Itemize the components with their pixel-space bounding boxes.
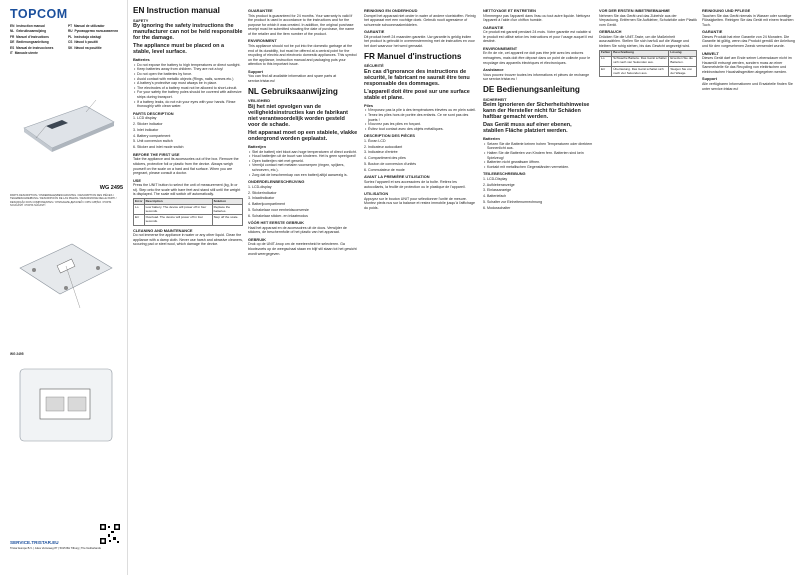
language-item: FR Manuel d'instructions [10, 34, 49, 39]
paragraph: Sortez l'appareil et ses accessoires de la boîte. Retirez les autocollants, la feuille de protection ou le plastique de l'appareil. [364, 179, 466, 189]
section-heading: Piles [364, 102, 374, 108]
language-item: RU Руководство пользователя [68, 29, 118, 34]
list-item: • The electrodes of a battery must not be allowed to short-circuit. [137, 86, 243, 91]
section-heading: GEBRUIK [248, 236, 266, 242]
parts-item: 5. Unit conversion switch [133, 139, 173, 144]
parts-item: 2. Sticker indicator [133, 122, 163, 127]
parts-item: 3. Einlassanzeige [483, 188, 512, 193]
parts-item: 3. Inlet indicator [133, 127, 159, 132]
section-heading: BEFORE THE FIRST USE [133, 151, 180, 157]
section-heading: VEILIGHEID [248, 98, 271, 104]
safety-warning: L'appareil doit être posé sur une surface stable et plane. [364, 88, 470, 101]
list-item: • Évitez tout contact avec des objets métalliques. [368, 127, 477, 132]
section-heading: ONDERDELENBESCHRIJVING [248, 179, 305, 185]
parts-item: 6. Commutateur de mode [364, 167, 405, 172]
cover-panel [0, 0, 128, 575]
paragraph: Do not immerse the appliance in water or any other liquid. Clean the appliance with a damp cloth. Never use harsh and abrasive cleaners, scouring pad or steel wool, which damage the device. [133, 233, 243, 247]
list-item: • Zorg dat de beschermkap van een batterij altijd aanwezig is. [252, 173, 358, 178]
section-heading: GARANTIE [483, 24, 504, 30]
paragraph: Take the appliance and its accessories out of the box. Remove the stickers, protective foil or plastic from the device. Always weigh yourself on the scale on a hard and flat surface. When you are pregnant, please consult a doctor. [133, 157, 239, 176]
list-item: • Stel de batterij niet bloot aan hoge temperaturen of direct zonlicht. [252, 150, 358, 155]
paragraph: Dompel het apparaat niet onder in water of andere vloeistoffen. Reinig het apparaat met een vochtige doek. Gebruik nooit agressieve of schurende schoonmaakmiddelen. [364, 13, 476, 27]
figure-label: WG 2495 [10, 352, 24, 356]
table-header: Lösung [669, 50, 697, 56]
language-item: DE Bedienungsanleitung [10, 40, 49, 45]
section-heading: Batteries [133, 57, 150, 63]
paragraph: Press the UNIT button to select the unit of measurement (kg, lb or st). Step onto the scale with bare feet and stand still until the weight is displayed. The scale will switch off automatically. [133, 183, 241, 197]
paragraph: Vous pouvez trouver toutes les informations et pièces de rechange sur service.tristar.eu ! [483, 72, 590, 82]
safety-warning: Het apparaat moet op een stabiele, vlakke ondergrond worden geplaatst. [248, 129, 358, 143]
list-item: • Keep batteries away from children. They are not a toy! [137, 67, 243, 72]
paragraph: N'immergez pas l'appareil dans l'eau ou tout autre liquide. Nettoyez l'appareil à l'aide d'un chiffon humide. [483, 13, 591, 23]
error-table [599, 50, 697, 77]
parts-item: 6. Modusschalter [483, 205, 511, 210]
paragraph: You can find all available information and spare parts at service.tristar.eu! [248, 74, 337, 84]
topcom-logo: TOPCOM [10, 7, 68, 21]
heading-en: EN Instruction manual [133, 6, 220, 15]
heading-fr: FR Manuel d'instructions [364, 51, 462, 61]
section-heading: UTILISATION [364, 191, 389, 197]
section-heading: DESCRIPTION DES PIÈCES [364, 133, 416, 139]
list-item: • If a battery leaks, do not rub your eyes with your hands. Rinse thoroughly with clean water. [137, 100, 243, 109]
list-item: • Kontakt mit metallischen Gegenständen vermeiden. [487, 165, 593, 170]
heading-nl: NL Gebruiksaanwijzing [248, 86, 338, 96]
section-heading: REINIGING EN ONDERHOUD [364, 8, 418, 13]
section-heading: VÓÓR HET EERSTE GEBRUIK [248, 220, 304, 226]
table-row: Err Overload. The device will power off in four seconds. Step off the scale. [134, 215, 243, 225]
section-heading: GARANTIE [702, 29, 723, 35]
section-heading: ENVIRONMENT [248, 38, 277, 44]
language-item: PL Instrukcja obsługi [68, 34, 102, 39]
list-item: • A battery's protective cap must always be in place. [137, 81, 243, 86]
column-en-nl [248, 6, 358, 568]
section-heading: Batterien [483, 136, 500, 142]
table-row: Lo Low battery. The device will power off in four seconds. Replace the batteries. [134, 205, 243, 215]
section-heading: CLEANING AND MAINTENANCE [133, 227, 193, 233]
list-item: • For your safety the battery poles should be covered with adhesive strips during transport. [137, 90, 243, 99]
parts-item: 4. Battery compartment [133, 133, 171, 138]
paragraph: Drücken Sie die UNIT-Taste, um die Maßeinheit auszuwählen. Stellen Sie sich barfuß auf die Waage und bleiben Sie ruhig stehen, bis das Gewicht angezeigt wird. [599, 34, 691, 48]
section-heading: UMWELT [702, 50, 719, 56]
parts-item: 3. Indicateur d'entrée [364, 150, 398, 155]
table-header: Fehler [600, 50, 612, 56]
parts-item: 5. Bouton de conversion d'unités [364, 162, 417, 167]
paragraph: Dit product heeft 24 maanden garantie. Uw garantie is geldig indien het product is gebruikt in overeenstemming met de instructies en voor het doel waarvoor het werd gemaakt. [364, 34, 475, 48]
parts-item: 6. Schakelaar sticker- en inlaatmodus [248, 213, 308, 218]
list-item: • Do not open the batteries by force. [137, 72, 243, 77]
list-item: • N'exposez pas la pile à des températures élevées ou en plein soleil. [368, 108, 477, 113]
safety-warning: By ignoring the safety instructions the manufacturer can not be held responsible for the damage. [133, 23, 243, 42]
language-item: EN Instruction manual [10, 24, 45, 28]
section-heading: GEBRAUCH [599, 29, 622, 35]
parts-description-languages: PARTS DESCRIPTION / ONDERDELENBESCHRIJVING / DESCRIPTION DES PIÈCES / TEILEBESCHREIBUNG / DESCRIPCIÓN DE LAS PIEZAS / DESCRIZIONE DELLE PARTI / DESCRIÇÃO DOS COMPONENTES / ОПИСАНИЕ ДЕТАЛЕЙ / OPIS CZĘŚCI / POPIS SOUČÁSTÍ / POPIS SÚČASTÍ [10, 194, 117, 208]
section-heading: Support [702, 76, 717, 82]
parts-item: 2. Stickerindicator [248, 190, 277, 195]
paragraph: En fin de vie, cet appareil ne doit pas être jeté avec les ordures ménagères, mais doit être déposé dans un point de collecte pour le recyclage des appareils électriques et électroniques. [483, 51, 591, 65]
qr-code-icon [99, 523, 121, 545]
list-item: • N'ouvrez pas les piles en forçant. [368, 122, 477, 127]
list-item: • Houd batterijen uit de buurt van kinderen. Het is geen speelgoed! [252, 154, 358, 159]
list-item: • Setzen Sie die Batterie keinen hohen Temperaturen oder direktem Sonnenlicht aus. [487, 142, 593, 151]
language-item: IT Manuale utente [10, 50, 38, 55]
parts-item: 4. Batterijcompartiment [248, 202, 285, 207]
heading-de: DE Bedienungsanleitung [483, 84, 580, 94]
parts-item: 3. Inlaatindicator [248, 196, 275, 201]
table-header: Beschreibung [612, 50, 669, 56]
safety-warning: Das Gerät muss auf einer ebenen, stabilen Fläche platziert werden. [483, 122, 572, 135]
section-heading: Assistance [483, 67, 504, 73]
section-heading: REINIGUNG UND PFLEGE [702, 8, 751, 13]
battery-list [368, 108, 477, 131]
list-item: • Vermijd contact met metalen voorwerpen (ringen, spijkers, schroeven, etc.). [252, 163, 358, 172]
section-heading: VOR DER ERSTEN INBETRIEBNAHME [599, 8, 670, 13]
list-item: • Do not expose the battery to high temperatures or direct sunlight. [137, 63, 243, 68]
battery-list [137, 63, 243, 109]
battery-list [252, 150, 358, 178]
language-item: SK Návod na použitie [68, 45, 102, 50]
paragraph: Appuyez sur le bouton UNIT pour sélectionner l'unité de mesure. Montez pieds nus sur la balance et restez immobile jusqu'à l'affichage du poids. [364, 196, 475, 210]
section-heading: PARTS DESCRIPTION [133, 110, 174, 116]
section-heading: ENVIRONNEMENT [483, 45, 518, 51]
model-number: WG 2495 [99, 185, 123, 191]
battery-compartment-figure [10, 359, 122, 453]
section-heading: Batterijen [248, 144, 266, 150]
safety-warning: The appliance must be placed on a stable, level surface. [133, 43, 225, 56]
column-en-1 [133, 6, 243, 568]
list-item: • Halten Sie die Batterien von Kindern fern. Batterien sind kein Spielzeug! [487, 151, 593, 160]
parts-item: 1. LCD display [133, 116, 157, 121]
paragraph: Dieses Gerät darf am Ende seiner Lebensdauer nicht im Hausmüll entsorgt werden, sondern muss an einer Sammelstelle für das Recycling von elektrischen und elektronischen Haushaltsgeräten abgegeben werden. [702, 56, 792, 74]
section-heading: AVANT LA PREMIÈRE UTILISATION [364, 174, 430, 180]
safety-warning: Bij het niet opvolgen van de veiligheidsinstructies kan de fabrikant niet verantwoordelijk worden gesteld voor de schade. [248, 103, 348, 129]
parts-item: 5. Schalter zur Einheitenumrechnung [483, 200, 543, 205]
scale-underside-figure [10, 222, 122, 322]
parts-item: 4. Compartiment des piles [364, 156, 406, 161]
section-heading: Support [248, 68, 263, 74]
language-item: CS Návod k použití [68, 40, 98, 45]
parts-item: 6. Sticker and inlet mode switch [133, 145, 184, 150]
paragraph: Alle verfügbaren Informationen und Ersatzteile finden Sie unter service.tristar.eu! [702, 81, 793, 91]
safety-warning: En cas d'ignorance des instructions de sécurité, le fabricant ne saurait être tenu responsable des dommages. [364, 68, 470, 87]
parts-item: 1. Écran LCD [364, 138, 386, 143]
column-de-1 [599, 6, 697, 568]
company-address: Tristar Europe B.V. | Jules Verneweg 87 | 5015 BH Tilburg | The Netherlands [10, 547, 101, 550]
paragraph: Nehmen Sie das Gerät und das Zubehör aus der Verpackung. Entfernen Sie Aufkleber, Schutzfolie oder Plastik vom Gerät. [599, 13, 697, 27]
section-heading: GUARANTEE [248, 8, 273, 13]
paragraph: Haal het apparaat en de accessoires uit de doos. Verwijder de stickers, de beschermfolie of het plastic van het apparaat. [248, 225, 347, 235]
table-header: Solution [212, 199, 242, 205]
section-heading: SAFETY [133, 17, 149, 23]
safety-warning: Beim Ignorieren der Sicherheitshinweise kann der Hersteller nicht für Schäden haftbar gemacht werden. [483, 102, 590, 121]
section-heading: NETTOYAGE ET ENTRETIEN [483, 8, 536, 13]
section-heading: USE [133, 177, 141, 183]
paragraph: This appliance should not be put into the domestic garbage at the end of its durability, but must be offered at a central point for the recycling of electric and electronic domestic appliances. This symbol on the appliance, instruction manual and packaging puts your attention to this important issue. [248, 43, 357, 67]
list-item: • Batterien nicht gewaltsam öffnen. [487, 160, 593, 165]
section-heading: SÉCURITÉ [364, 63, 384, 69]
error-table [133, 198, 243, 225]
language-item: ES Manual de instrucciones [10, 45, 54, 50]
list-item: • Tenez les piles hors de portée des enfants. Ce ne sont pas des jouets ! [368, 113, 477, 122]
table-header: Description [144, 199, 212, 205]
paragraph: Ce produit est garanti pendant 24 mois. Votre garantie est valable si le produit est utilisé selon les instructions et pour l'usage auquel il est destiné. [483, 30, 593, 44]
language-item: PT Manual de utilizador [68, 24, 105, 28]
table-row: Err Überlastung. Das Gerät schaltet sich nach vier Sekunden aus. Steigen Sie von der Waage. [600, 66, 697, 76]
paragraph: Druk op de UNIT-knop om de meeteenheid te selecteren. Ga blootsvoets op de weegschaal staan en blijf stil staan tot het gewicht wordt weergegeven. [248, 242, 357, 256]
scale-illustration [16, 88, 118, 176]
table-row: Lo Schwache Batterie. Das Gerät schaltet sich nach vier Sekunden aus. Ersetzen Sie die Batterien. [600, 56, 697, 66]
column-nl-fr [364, 6, 477, 568]
column-de-2 [702, 6, 799, 568]
paragraph: Dieses Produkt hat eine Garantie von 24 Monaten. Die Garantie ist gültig, wenn das Produkt gemäß der Anleitung und für den vorgesehenen Zweck verwendet wurde. [702, 34, 795, 48]
battery-list [487, 142, 593, 170]
section-heading: SICHERHEIT [483, 96, 507, 102]
parts-item: 5. Schakelaar voor eenheidsconversie [248, 207, 309, 212]
parts-item: 1. LCD-display [248, 184, 272, 189]
list-item: • Avoid contact with metallic objects (Rings, nails, screws etc.) [137, 77, 243, 82]
parts-item: 4. Batteriefach [483, 194, 507, 199]
language-list [10, 24, 126, 55]
service-url[interactable]: SERVICE.TRISTAR.EU [10, 540, 59, 545]
paragraph: Tauchen Sie das Gerät niemals in Wasser oder sonstige Flüssigkeiten. Reinigen Sie das Gerät mit einem feuchten Tuch. [702, 13, 794, 27]
table-header: Error [134, 199, 145, 205]
column-fr [483, 6, 593, 568]
paragraph: This product is guaranteed for 24 months. Your warranty is valid if the product is used in accordance to the instructions and for the purpose for which it was created. In addition, the original purchase receipt must be submitted showing the date of purchase, the name of the retailer and the item number of the product. [248, 13, 355, 36]
language-item: NL Gebruiksaanwijzing [10, 29, 47, 34]
parts-item: 2. Indicateur autocollant [364, 144, 403, 149]
section-heading: GARANTIE [364, 29, 385, 35]
section-heading: TEILEBESCHREIBUNG [483, 171, 526, 177]
parts-item: 1. LCD-Display [483, 176, 508, 181]
list-item: • Open batterijen niet met geweld. [252, 159, 358, 164]
parts-item: 2. Aufkleberanzeige [483, 182, 515, 187]
